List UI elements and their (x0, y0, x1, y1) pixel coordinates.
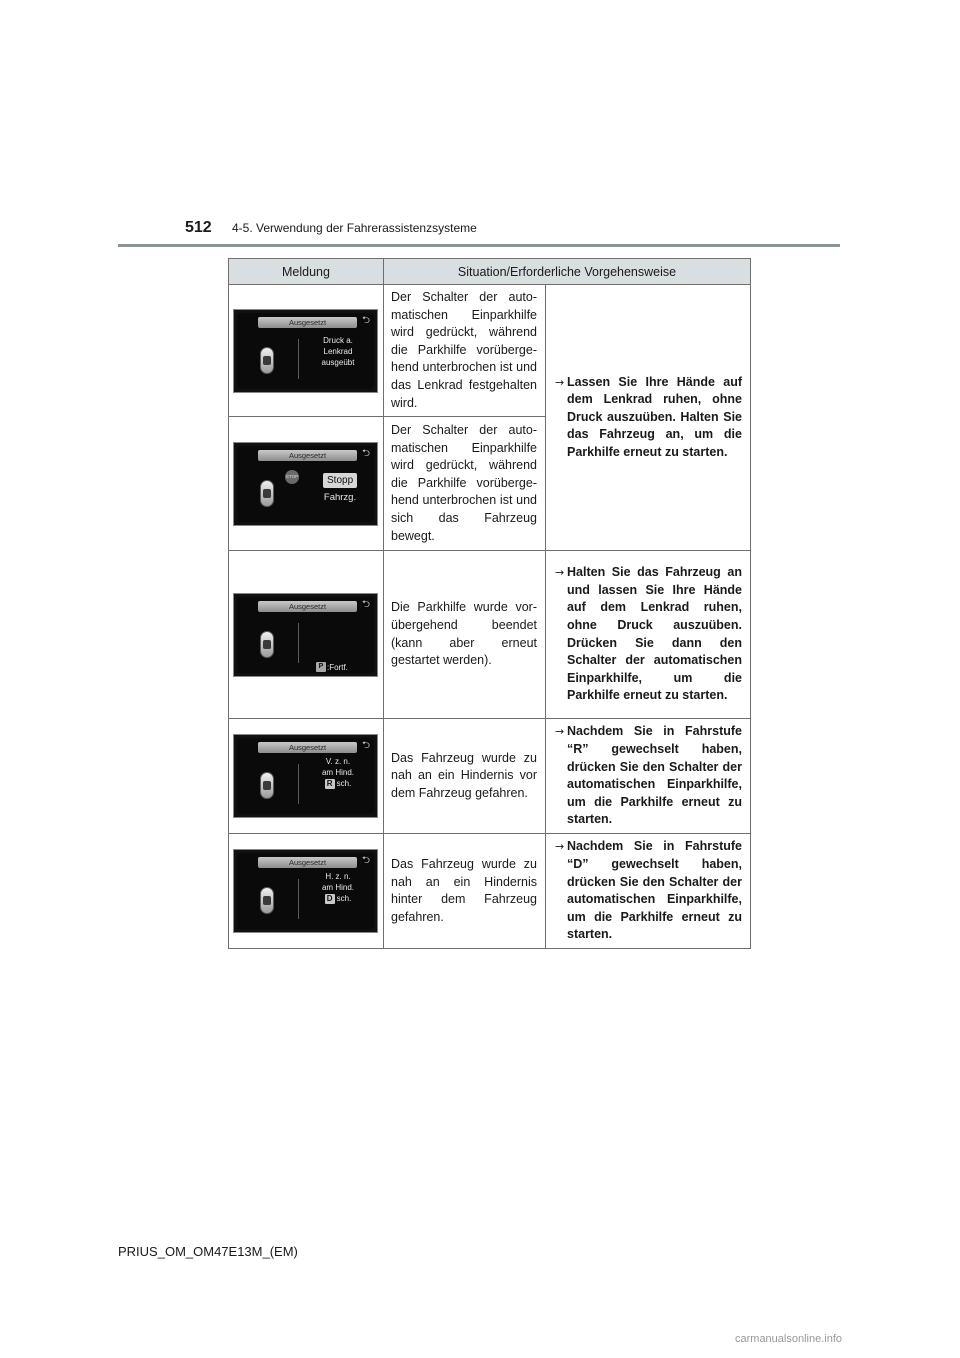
car-icon (260, 480, 274, 507)
situation-text: Das Fahrzeug wurde zu nah an ein Hindernis hinter dem Fahrzeug gefahren. (384, 834, 546, 949)
stop-sign-icon: STOP (285, 470, 299, 484)
screen-divider (298, 339, 299, 379)
doc-code-footer: PRIUS_OM_OM47E13M_(EM) (118, 1244, 298, 1259)
message-image-cell (229, 834, 384, 949)
screen-text-line: Druck a. (323, 335, 353, 345)
screen-text-line: H. z. n. (325, 872, 351, 882)
action-text: Halten Sie das Fahrzeug an und lassen Sie Ihre Hände auf dem Lenkrad ruhen, ohne Druck auszuüben. Drücken Sie dann den Schalter der automatischen Einparkhilfe, um die Parkhilfe erneut zu starten. (567, 565, 742, 703)
screen-banner: Ausgesetzt (258, 857, 357, 868)
situation-text: Der Schalter der automatischen Einparkhilfe wird gedrückt, während die Parkhilfe vorübergehend unterbrochen ist und sich das Fahrzeug bewegt. (384, 417, 546, 551)
table-row (229, 834, 751, 949)
back-arrow-icon: ⮌ (361, 740, 370, 752)
car-icon (260, 347, 274, 374)
screen-text-line: ausgeübt (321, 357, 355, 367)
display-screen-vorne (233, 734, 378, 818)
car-icon (260, 772, 274, 799)
col-header-meldung: Meldung (229, 259, 384, 285)
message-image-cell (229, 417, 384, 551)
action-cell (546, 285, 751, 551)
action-text: Nachdem Sie in Fahrstufe “D” gewechselt haben, drücken Sie den Schalter der automatischen Einparkhilfe, um die Parkhilfe erneut zu starten. (567, 839, 742, 942)
arrow-icon: → (555, 566, 565, 580)
screen-text-line: Lenkrad (323, 346, 353, 356)
gear-d-icon: D (325, 894, 335, 904)
screen-banner: Ausgesetzt (258, 742, 357, 753)
arrow-icon: → (555, 725, 565, 739)
display-screen-stopp (233, 442, 378, 526)
car-icon (260, 887, 274, 914)
stopp-badge: Stopp (323, 473, 357, 488)
message-table (228, 258, 751, 949)
screen-divider (298, 764, 299, 804)
page-number: 512 (185, 219, 212, 236)
screen-banner: Ausgesetzt (258, 450, 357, 461)
message-image-cell (229, 719, 384, 834)
back-arrow-icon: ⮌ (361, 447, 370, 459)
situation-text: Das Fahrzeug wurde zu nah an ein Hindernis vor dem Fahrzeug gefahren. (384, 719, 546, 834)
screen-text-line: am Hind. (321, 768, 354, 778)
screen-text-line: V. z. n. (325, 757, 351, 767)
action-text: Lassen Sie Ihre Hände auf dem Lenkrad ruhen, ohne Druck auszuüben. Halten Sie das Fahrzeug an, um die Parkhilfe erneut zu starten. (567, 374, 742, 459)
situation-text: Der Schalter der automatischen Einparkhilfe wird gedrückt, während die Parkhilfe vorübergehend unterbrochen ist und das Lenkrad festgehalten wird. (384, 285, 546, 417)
screen-text-line: sch. (336, 779, 352, 789)
screen-text-line: Fahrzg. (323, 491, 357, 503)
back-arrow-icon: ⮌ (361, 598, 370, 610)
watermark-link[interactable]: carmanualsonline.info (735, 1333, 843, 1345)
message-image-cell (229, 551, 384, 719)
screen-text-line: :Fortf. (327, 662, 348, 672)
screen-banner: Ausgesetzt (258, 601, 357, 612)
table-row (229, 285, 751, 417)
situation-text: Die Parkhilfe wurde vorübergehend beendet (kann aber erneut gestartet werden). (384, 551, 546, 719)
action-cell (546, 551, 751, 719)
back-arrow-icon: ⮌ (361, 314, 370, 326)
display-screen-fortf (233, 593, 378, 677)
car-icon (260, 631, 274, 658)
back-arrow-icon: ⮌ (361, 855, 370, 867)
screen-divider (298, 879, 299, 919)
display-screen-hinten (233, 849, 378, 933)
table-row (229, 719, 751, 834)
table-row (229, 551, 751, 719)
display-screen-lenkrad (233, 309, 378, 393)
screen-text-line: sch. (336, 894, 352, 904)
header-rule (118, 244, 840, 247)
message-image-cell (229, 285, 384, 417)
action-cell (546, 719, 751, 834)
arrow-icon: → (555, 840, 565, 854)
gear-r-icon: R (325, 779, 335, 789)
table-header-row (229, 259, 751, 285)
screen-text-line: am Hind. (321, 883, 354, 893)
action-cell (546, 834, 751, 949)
arrow-icon: → (555, 375, 565, 389)
screen-divider (298, 623, 299, 663)
action-text: Nachdem Sie in Fahrstufe “R” gewechselt haben, drücken Sie den Schalter der automatischen Einparkhilfe, um die Parkhilfe erneut zu starten. (567, 724, 742, 827)
screen-banner: Ausgesetzt (258, 317, 357, 328)
chapter-title: 4-5. Verwendung der Fahrerassistenzsysteme (232, 221, 477, 235)
col-header-situation: Situation/Erforderliche Vorgehensweise (384, 259, 751, 285)
parking-assist-switch-icon: P (316, 662, 326, 672)
